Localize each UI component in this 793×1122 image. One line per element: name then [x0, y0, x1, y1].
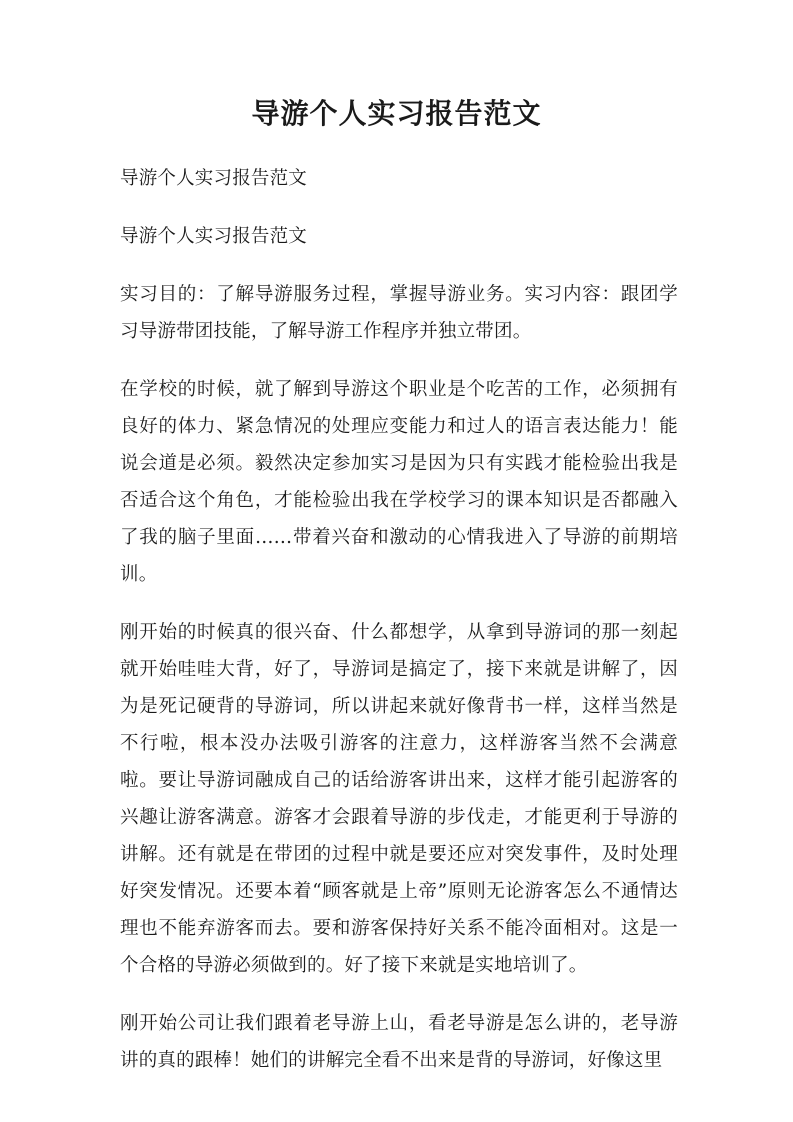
body-paragraph: 实习目的：了解导游服务过程，掌握导游业务。实习内容：跟团学习导游带团技能，了解导游工作程序并独立带团。: [120, 284, 678, 342]
body-paragraph: 刚开始的时候真的很兴奋、什么都想学，从拿到导游词的那一刻起就开始哇哇大背，好了，导游词是搞定了，接下来就是讲解了，因为是死记硬背的导游词，所以讲起来就好像背书一样，这样当然是不行啦，根本没办法吸引游客的注意力，这样游客当然不会满意啦。要让导游词融成自己的话给游客讲出来，这样才能引起游客的兴趣让游客满意。游客才会跟着导游的步伐走，才能更利于导游的讲解。还有就是在带团的过程中就是要还应对突发事件，及时处理好突发情况。还要本着“顾客就是上帝”原则无论游客怎么不通情达理也不能弃游客而去。要和游客保持好关系不能冷面相对。这是一个合格的导游必须做到的。好了接下来就是实地培训了。: [120, 622, 678, 976]
subtitle-line: 导游个人实习报告范文: [120, 226, 308, 247]
body-paragraph: 在学校的时候，就了解到导游这个职业是个吃苦的工作，必须拥有良好的体力、紧急情况的处理应变能力和过人的语言表达能力！能说会道是必须。毅然决定参加实习是因为只有实践才能检验出我是否适合这个角色，才能检验出我在学校学习的课本知识是否都融入了我的脑子里面……带着兴奋和激动的心情我进入了导游的前期培训。: [120, 379, 678, 585]
subtitle-line: 导游个人实习报告范文: [120, 168, 308, 189]
document-title: 导游个人实习报告范文: [251, 97, 542, 130]
document-body: [120, 160, 678, 1100]
body-paragraph: 刚开始公司让我们跟着老导游上山，看老导游是怎么讲的，老导游讲的真的跟棒！她们的讲解完全看不出来是背的导游词，好像这里: [120, 1013, 678, 1071]
